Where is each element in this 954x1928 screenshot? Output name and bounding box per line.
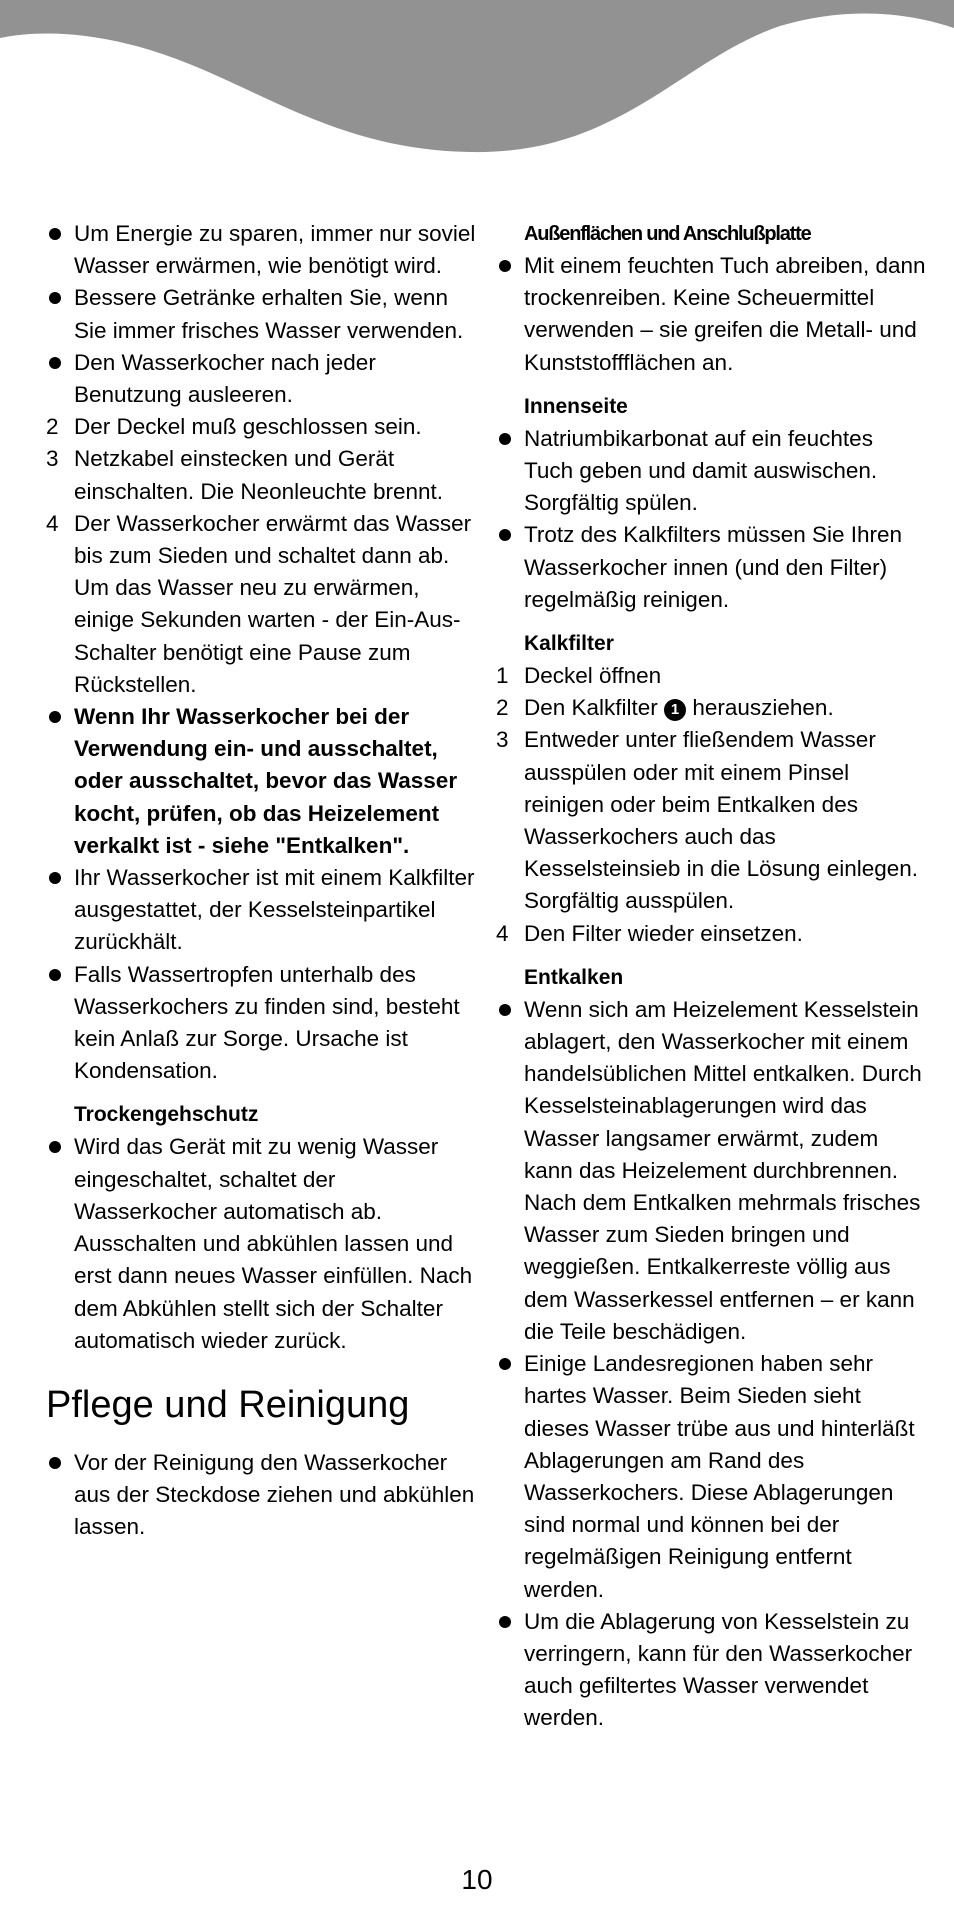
item-text: Einige Landesregionen haben sehr hartes Wasser. Beim Sieden sieht dieses Wasser trübe aus und hinterläßt Ablagerungen am Rand des Wasserkochers. Diese Ablagerungen sind normal und können bei der regelmäßigen Reinigung entfernt werden. <box>524 1351 915 1602</box>
list-item <box>46 282 476 346</box>
callout-number-icon: 1 <box>664 699 686 721</box>
list-item <box>496 994 926 1348</box>
item-text: Wenn sich am Heizelement Kesselstein ablagert, den Wasserkocher mit einem handelsüblichen Mittel entkalken. Durch Kesselsteinablagerungen wird das Wasser langsamer erwärmt, zudem kann das Heizelement durchbrennen. Nach dem Entkalken mehrmals frisches Wasser zum Sieden bringen und weggießen. Entkalkerreste völlig aus dem Wasserkessel entfernen – er kann die Teile beschädigen. <box>524 996 922 1344</box>
list-item <box>496 692 926 724</box>
list-item <box>496 1348 926 1606</box>
step-number: 4 <box>46 510 59 536</box>
step-number: 3 <box>46 446 59 472</box>
step-number: 1 <box>496 663 509 689</box>
kalkfilter-heading: Kalkfilter <box>524 632 614 656</box>
item-text-after: herausziehen. <box>692 695 834 721</box>
list-item <box>46 443 476 507</box>
list-item <box>496 250 926 379</box>
item-text: Natriumbikarbonat auf ein feuchtes Tuch geben und damit auswischen. Sorgfältig spülen. <box>524 425 878 516</box>
step-number: 4 <box>496 920 509 946</box>
list-item <box>496 423 926 520</box>
list-item <box>46 347 476 411</box>
innenseite-heading: Innenseite <box>524 394 628 418</box>
entkalken-heading: Entkalken <box>524 965 624 989</box>
item-text: Ihr Wasserkocher ist mit einem Kalkfilter ausgestattet, der Kesselsteinpartikel zurückhält. <box>74 865 475 955</box>
page-number: 10 <box>461 1864 493 1895</box>
step-number: 2 <box>46 414 59 440</box>
list-item <box>496 660 926 692</box>
item-text: Der Wasserkocher erwärmt das Wasser bis zum Sieden und schaltet dann ab. Um das Wasser neu zu erwärmen, einige Sekunden warten - der Ein-Aus-Schalter benötigt eine Pause zum Rückstellen. <box>74 510 472 697</box>
list-item <box>46 862 476 959</box>
item-text: Wird das Gerät mit zu wenig Wasser eingeschaltet, schaltet der Wasserkocher automatisch ab. Ausschalten und abkühlen lassen und erst dann neues Wasser einfüllen. Nach dem Abkühlen stellt sich der Schalter automatisch wieder zurück. <box>74 1134 473 1353</box>
list-item <box>46 508 476 701</box>
list-item <box>46 959 476 1088</box>
section-title: Pflege und Reinigung <box>46 1383 410 1426</box>
list-item <box>496 1606 926 1735</box>
step-number: 3 <box>496 727 509 753</box>
warning-note <box>46 701 476 862</box>
item-text: Vor der Reinigung den Wasserkocher aus der Steckdose ziehen und abkühlen lassen. <box>74 1449 475 1540</box>
trockengehschutz-heading: Trockengehschutz <box>74 1103 259 1127</box>
item-text: Netzkabel einstecken und Gerät einschalten. Die Neonleuchte brennt. <box>74 446 443 504</box>
list-item <box>46 218 476 282</box>
left-column <box>46 218 476 1544</box>
header-wave-decoration <box>0 0 954 160</box>
list-item <box>46 1447 476 1544</box>
item-text: Bessere Getränke erhalten Sie, wenn Sie immer frisches Wasser verwenden. <box>74 285 464 343</box>
item-text: Entweder unter fließendem Wasser ausspülen oder mit einem Pinsel reinigen oder beim Entkalken des Wasserkochers auch das Kesselsteinsieb in die Lösung einlegen. Sorgfältig ausspülen. <box>524 727 919 914</box>
item-text-before: Den Kalkfilter <box>524 695 658 721</box>
right-column <box>496 218 926 1735</box>
item-text: Den Wasserkocher nach jeder Benutzung ausleeren. <box>74 349 376 408</box>
aussenflaechen-heading: Außenflächen und Anschlußplatte <box>524 223 811 245</box>
item-text: Um Energie zu sparen, immer nur soviel Wasser erwärmen, wie benötigt wird. <box>74 221 476 279</box>
list-item <box>46 411 476 443</box>
item-text: Falls Wassertropfen unterhalb des Wasserkochers zu finden sind, besteht kein Anlaß zur Sorge. Ursache ist Kondensation. <box>74 961 460 1084</box>
item-text: Trotz des Kalkfilters müssen Sie Ihren Wasserkocher innen (und den Filter) regelmäßig reinigen. <box>524 522 903 612</box>
item-text: Den Filter wieder einsetzen. <box>524 920 803 946</box>
warning-text: Wenn Ihr Wasserkocher bei der Verwendung ein- und ausschaltet, oder ausschaltet, bevor das Wasser kocht, prüfen, ob das Heizelement verkalkt ist - siehe "Entkalken". <box>74 704 458 858</box>
item-text: Um die Ablagerung von Kesselstein zu verringern, kann für den Wasserkocher auch gefiltertes Wasser verwendet werden. <box>524 1608 913 1731</box>
list-item <box>46 1131 476 1356</box>
list-item <box>496 918 926 950</box>
item-text: Der Deckel muß geschlossen sein. <box>74 414 422 440</box>
step-number: 2 <box>496 695 509 721</box>
item-text: Deckel öffnen <box>524 663 662 689</box>
item-text: Mit einem feuchten Tuch abreiben, dann trockenreiben. Keine Scheuermittel verwenden – sie greifen die Metall- und Kunststoffflächen an. <box>524 253 926 375</box>
list-item <box>496 519 926 616</box>
list-item <box>496 724 926 917</box>
